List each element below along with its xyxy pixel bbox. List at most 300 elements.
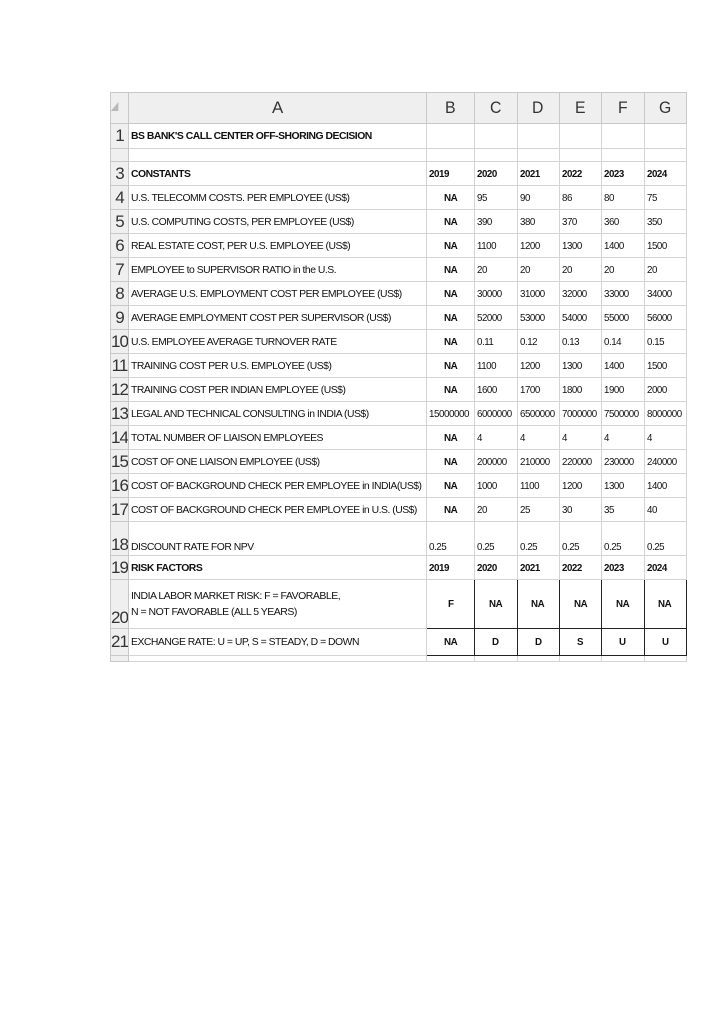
value-cell[interactable] [517, 522, 559, 556]
cell-text: E [575, 98, 586, 117]
year-header-cell[interactable] [644, 556, 686, 580]
value-cell[interactable] [475, 258, 517, 282]
sheet-row-13 [111, 402, 687, 426]
cell-text: 4 [477, 431, 483, 444]
value-cell[interactable] [475, 186, 517, 210]
row-header[interactable]: 9 [111, 306, 129, 330]
row-header[interactable]: 16 [111, 474, 129, 498]
sheet-row-17 [111, 498, 687, 522]
cell-text: 31000 [519, 287, 545, 300]
column-header-e[interactable] [559, 93, 601, 124]
empty-cell[interactable] [517, 124, 559, 149]
year-header-cell[interactable] [475, 162, 517, 186]
value-cell[interactable] [559, 282, 601, 306]
value-cell[interactable] [517, 234, 559, 258]
year-header-cell[interactable] [517, 556, 559, 580]
empty-cell[interactable] [559, 656, 601, 662]
empty-cell[interactable] [475, 124, 517, 149]
sheet-row-19 [111, 556, 687, 580]
sheet-row-3 [111, 162, 687, 186]
cell-text: A [272, 98, 284, 117]
row-header[interactable]: 12 [111, 378, 129, 402]
value-cell[interactable] [644, 186, 686, 210]
value-cell[interactable] [602, 186, 644, 210]
cell-text: NA [443, 383, 457, 396]
value-cell[interactable] [602, 306, 644, 330]
sheet-row-16 [111, 474, 687, 498]
row-header[interactable]: 11 [111, 354, 129, 378]
value-cell[interactable] [475, 450, 517, 474]
value-cell[interactable] [644, 474, 686, 498]
empty-cell[interactable] [644, 149, 686, 162]
empty-cell[interactable] [644, 124, 686, 149]
row-header[interactable]: 18 [111, 522, 129, 556]
value-cell[interactable] [602, 330, 644, 354]
value-cell[interactable] [559, 354, 601, 378]
value-cell[interactable] [602, 258, 644, 282]
column-header-g[interactable] [644, 93, 686, 124]
cell-text: COST OF BACKGROUND CHECK PER EMPLOYEE in U.S. (US$) [131, 503, 417, 516]
sheet-row-12 [111, 378, 687, 402]
select-all-corner[interactable] [111, 93, 129, 124]
empty-cell[interactable] [475, 656, 517, 662]
cell-text: 75 [646, 191, 657, 204]
value-cell[interactable] [427, 330, 475, 354]
cell-text: 20 [646, 263, 657, 276]
cell-text: 2019 [429, 561, 450, 574]
risk-value-cell[interactable] [517, 580, 559, 629]
cell-text: U.S. EMPLOYEE AVERAGE TURNOVER RATE [131, 335, 337, 348]
cell-text: DISCOUNT RATE FOR NPV [131, 541, 254, 553]
cell-text: 200000 [477, 455, 507, 468]
row-label-cell[interactable] [129, 354, 427, 378]
cell-text: 20 [561, 263, 572, 276]
row-header[interactable]: 14 [111, 426, 129, 450]
empty-cell[interactable] [427, 656, 475, 662]
cell-text: 2024 [646, 561, 667, 574]
row-header[interactable]: 3 [111, 162, 129, 186]
cell-text: 7500000 [604, 407, 640, 420]
cell-text: 20 [477, 503, 488, 516]
row-header[interactable]: 15 [111, 450, 129, 474]
cell-text: G [659, 98, 671, 117]
value-cell[interactable] [517, 426, 559, 450]
row-label-cell[interactable] [129, 186, 427, 210]
cell-text: NA [443, 287, 457, 300]
cell-text: 2019 [429, 167, 450, 180]
value-cell[interactable] [427, 522, 475, 556]
sheet-row-21 [111, 629, 687, 656]
row-label-cell[interactable] [129, 450, 427, 474]
value-cell[interactable] [644, 426, 686, 450]
cell-text: S [577, 636, 584, 648]
row-header[interactable]: 19 [111, 556, 129, 580]
cell-text: NA [443, 263, 457, 276]
value-cell[interactable] [602, 354, 644, 378]
row-label-line-1: INDIA LABOR MARKET RISK: F = FAVORABLE, [131, 590, 341, 602]
sheet-title-cell[interactable] [129, 124, 427, 149]
empty-cell[interactable] [517, 656, 559, 662]
cell-text: D [534, 636, 542, 648]
risk-value-cell[interactable] [602, 580, 644, 629]
value-cell[interactable] [517, 450, 559, 474]
value-cell[interactable] [559, 402, 601, 426]
empty-cell[interactable] [475, 149, 517, 162]
risk-value-cell[interactable] [427, 629, 475, 656]
value-cell[interactable] [427, 258, 475, 282]
year-header-cell[interactable] [602, 556, 644, 580]
value-cell[interactable] [602, 426, 644, 450]
sheet-row-1 [111, 124, 687, 149]
cell-text: 0.11 [477, 335, 494, 348]
value-cell[interactable] [559, 234, 601, 258]
value-cell[interactable] [475, 522, 517, 556]
cell-text: NA [443, 335, 457, 348]
value-cell[interactable] [602, 234, 644, 258]
value-cell[interactable] [644, 234, 686, 258]
value-cell[interactable] [517, 186, 559, 210]
risk-factors-header-cell[interactable] [129, 556, 427, 580]
row-header[interactable]: 7 [111, 258, 129, 282]
row-label-cell[interactable] [129, 522, 427, 556]
row-label-cell[interactable] [129, 234, 427, 258]
value-cell[interactable] [644, 210, 686, 234]
row-label-cell[interactable] [129, 330, 427, 354]
column-header-f[interactable] [602, 93, 644, 124]
value-cell[interactable] [559, 450, 601, 474]
cell-text: U.S. COMPUTING COSTS, PER EMPLOYEE (US$) [131, 215, 354, 228]
cell-text: LEGAL AND TECHNICAL CONSULTING in INDIA (US$) [131, 407, 369, 420]
value-cell[interactable] [559, 378, 601, 402]
row-header[interactable]: 4 [111, 186, 129, 210]
value-cell[interactable] [559, 306, 601, 330]
cell-text: NA [443, 215, 457, 228]
cell-text: 350 [646, 215, 662, 228]
cell-text: 1300 [561, 359, 582, 372]
cell-text: B [445, 98, 456, 117]
cell-text: NA [615, 598, 630, 610]
value-cell[interactable] [475, 354, 517, 378]
value-cell[interactable] [427, 234, 475, 258]
risk-value-cell[interactable] [644, 629, 686, 656]
sheet-row-6 [111, 234, 687, 258]
column-header-c[interactable] [475, 93, 517, 124]
row-header[interactable]: 13 [111, 402, 129, 426]
row-label-cell[interactable] [129, 306, 427, 330]
value-cell[interactable] [559, 186, 601, 210]
cell-text: 220000 [561, 455, 592, 468]
empty-cell[interactable] [559, 124, 601, 149]
cell-text: 4 [604, 431, 610, 444]
sheet-row-15 [111, 450, 687, 474]
cell-text: NA [443, 191, 457, 204]
year-header-cell[interactable] [427, 556, 475, 580]
value-cell[interactable] [427, 426, 475, 450]
row-header[interactable]: 20 [111, 580, 129, 629]
cell-text: 1700 [519, 383, 540, 396]
cell-text: 390 [477, 215, 493, 228]
row-label-cell[interactable] [129, 210, 427, 234]
select-all-triangle-icon [111, 102, 118, 111]
cell-text: C [489, 98, 501, 117]
risk-value-cell[interactable] [427, 580, 475, 629]
cell-text: 56000 [646, 311, 672, 324]
cell-text: 2020 [477, 561, 497, 574]
column-header-d[interactable] [517, 93, 559, 124]
value-cell[interactable] [602, 282, 644, 306]
row-header-cut[interactable] [111, 656, 129, 662]
cell-text: 34000 [646, 287, 672, 300]
value-cell[interactable] [517, 402, 559, 426]
row-label-cell[interactable] [129, 580, 427, 629]
value-cell[interactable] [427, 282, 475, 306]
value-cell[interactable] [559, 330, 601, 354]
value-cell[interactable] [559, 474, 601, 498]
empty-cell[interactable] [602, 149, 644, 162]
value-cell[interactable] [644, 354, 686, 378]
cell-text: 6500000 [519, 407, 555, 420]
value-cell[interactable] [517, 498, 559, 522]
value-cell[interactable] [517, 282, 559, 306]
row-header[interactable]: 5 [111, 210, 129, 234]
risk-value-cell[interactable] [559, 580, 601, 629]
cell-text: NA [573, 598, 587, 610]
cell-text: 7000000 [561, 407, 597, 420]
value-cell[interactable] [602, 378, 644, 402]
value-cell[interactable] [644, 450, 686, 474]
empty-cell[interactable] [129, 149, 427, 162]
value-cell[interactable] [475, 306, 517, 330]
sheet-row-4 [111, 186, 687, 210]
cell-text: 1100 [477, 239, 497, 252]
year-header-cell[interactable] [602, 162, 644, 186]
cell-text: NA [443, 431, 457, 444]
cell-text: 2022 [561, 561, 582, 574]
cell-text: NA [443, 359, 457, 372]
value-cell[interactable] [517, 354, 559, 378]
risk-value-cell[interactable] [475, 580, 517, 629]
value-cell[interactable] [517, 330, 559, 354]
cell-text: EMPLOYEE to SUPERVISOR RATIO in the U.S. [131, 263, 337, 276]
cell-text: COST OF ONE LIAISON EMPLOYEE (US$) [131, 455, 320, 468]
cell-text: 1200 [561, 479, 582, 492]
value-cell[interactable] [517, 306, 559, 330]
year-header-cell[interactable] [517, 162, 559, 186]
cell-text: TRAINING COST PER U.S. EMPLOYEE (US$) [131, 359, 332, 372]
cell-text: 40 [646, 503, 657, 516]
value-cell[interactable] [559, 498, 601, 522]
risk-value-cell[interactable] [644, 580, 686, 629]
value-cell[interactable] [427, 474, 475, 498]
value-cell[interactable] [427, 402, 475, 426]
value-cell[interactable] [475, 378, 517, 402]
value-cell[interactable] [427, 378, 475, 402]
value-cell[interactable] [602, 522, 644, 556]
row-label-cell[interactable] [129, 474, 427, 498]
value-cell[interactable] [427, 354, 475, 378]
value-cell[interactable] [517, 210, 559, 234]
cell-text: 1200 [519, 359, 540, 372]
value-cell[interactable] [644, 498, 686, 522]
value-cell[interactable] [602, 498, 644, 522]
value-cell[interactable] [475, 474, 517, 498]
cell-text: 1000 [477, 479, 497, 492]
cell-text: 0.25 [646, 541, 664, 553]
value-cell[interactable] [644, 522, 686, 556]
row-label-cell[interactable] [129, 629, 427, 656]
value-cell[interactable] [427, 306, 475, 330]
cell-text: 1400 [604, 239, 625, 252]
cell-text: 360 [604, 215, 620, 228]
value-cell[interactable] [475, 426, 517, 450]
cell-text: 2022 [561, 167, 582, 180]
cell-text: 15000000 [429, 407, 470, 420]
cell-text: 54000 [561, 311, 587, 324]
column-header-row [111, 93, 687, 124]
cell-text: 2023 [604, 561, 625, 574]
cell-text: 1800 [561, 383, 582, 396]
cell-text: 0.15 [646, 335, 664, 348]
risk-value-cell[interactable] [559, 629, 601, 656]
row-header[interactable]: 1 [111, 124, 129, 149]
value-cell[interactable] [559, 258, 601, 282]
empty-cell[interactable] [427, 149, 475, 162]
cell-text: 1100 [477, 359, 497, 372]
cell-text: 1400 [646, 479, 667, 492]
value-cell[interactable] [602, 474, 644, 498]
year-header-cell[interactable] [559, 162, 601, 186]
value-cell[interactable] [644, 378, 686, 402]
risk-value-cell[interactable] [602, 629, 644, 656]
cell-text: NA [443, 239, 457, 252]
row-header[interactable]: 17 [111, 498, 129, 522]
cell-text: REAL ESTATE COST, PER U.S. EMPLOYEE (US$) [131, 239, 351, 252]
cell-text: 4 [561, 431, 567, 444]
cell-text: 20 [604, 263, 615, 276]
value-cell[interactable] [475, 330, 517, 354]
value-cell[interactable] [475, 282, 517, 306]
cell-text: 1400 [604, 359, 625, 372]
row-label-cell[interactable] [129, 378, 427, 402]
value-cell[interactable] [517, 474, 559, 498]
cell-text: 2021 [519, 167, 540, 180]
cell-text: 1300 [561, 239, 582, 252]
year-header-cell[interactable] [427, 162, 475, 186]
cell-text: 35 [604, 503, 615, 516]
cell-text: EXCHANGE RATE: U = UP, S = STEADY, D = DOWN [131, 636, 359, 648]
cell-text: NA [443, 479, 457, 492]
empty-cell[interactable] [602, 124, 644, 149]
cell-text: 0.25 [429, 541, 447, 553]
value-cell[interactable] [475, 402, 517, 426]
value-cell[interactable] [517, 378, 559, 402]
risk-value-cell[interactable] [517, 629, 559, 656]
cell-text: 6000000 [477, 407, 512, 420]
cell-text: BS BANK'S CALL CENTER OFF-SHORING DECISION [131, 130, 372, 142]
cell-text: 90 [519, 191, 530, 204]
row-label-cell[interactable] [129, 402, 427, 426]
cell-text: 1100 [519, 479, 539, 492]
empty-cell[interactable] [602, 656, 644, 662]
empty-cell[interactable] [427, 124, 475, 149]
cell-text: F [618, 98, 628, 117]
cell-text: 86 [561, 191, 572, 204]
value-cell[interactable] [559, 426, 601, 450]
empty-cell[interactable] [129, 656, 427, 662]
sheet-row-14 [111, 426, 687, 450]
column-header-b[interactable] [427, 93, 475, 124]
value-cell[interactable] [427, 450, 475, 474]
row-header-collapsed[interactable] [111, 149, 129, 162]
cell-text: NA [531, 598, 545, 610]
row-label-cell[interactable] [129, 426, 427, 450]
year-header-cell[interactable] [644, 162, 686, 186]
cell-text: 53000 [519, 311, 545, 324]
risk-value-cell[interactable] [475, 629, 517, 656]
cell-text: 370 [561, 215, 577, 228]
year-header-cell[interactable] [559, 556, 601, 580]
value-cell[interactable] [427, 186, 475, 210]
row-header[interactable]: 21 [111, 629, 129, 656]
cell-text: 4 [646, 431, 652, 444]
empty-cell[interactable] [559, 149, 601, 162]
column-header-a[interactable] [129, 93, 427, 124]
cell-text: U [619, 636, 627, 648]
row-label-cell[interactable] [129, 498, 427, 522]
value-cell[interactable] [559, 210, 601, 234]
row-header[interactable]: 10 [111, 330, 129, 354]
value-cell[interactable] [644, 282, 686, 306]
cell-text: 380 [519, 215, 535, 228]
value-cell[interactable] [602, 210, 644, 234]
row-label-cell[interactable] [129, 282, 427, 306]
row-header[interactable]: 6 [111, 234, 129, 258]
row-header[interactable]: 8 [111, 282, 129, 306]
cell-text: 1600 [477, 383, 497, 396]
value-cell[interactable] [517, 258, 559, 282]
value-cell[interactable] [602, 402, 644, 426]
value-cell[interactable] [559, 522, 601, 556]
row-label-cell[interactable] [129, 258, 427, 282]
cell-text: 2020 [477, 167, 497, 180]
value-cell[interactable] [644, 306, 686, 330]
empty-cell[interactable] [644, 656, 686, 662]
sheet-row-18 [111, 522, 687, 556]
value-cell[interactable] [475, 234, 517, 258]
value-cell[interactable] [475, 498, 517, 522]
sheet-row-22 [111, 656, 687, 662]
cell-text: 1500 [646, 359, 667, 372]
cell-text: 0.25 [604, 541, 622, 553]
value-cell[interactable] [644, 258, 686, 282]
cell-text: D [492, 636, 499, 648]
empty-cell[interactable] [517, 149, 559, 162]
value-cell[interactable] [427, 210, 475, 234]
cell-text: 0.12 [519, 335, 537, 348]
value-cell[interactable] [602, 450, 644, 474]
year-header-cell[interactable] [475, 556, 517, 580]
cell-text: 8000000 [646, 407, 682, 420]
cell-text: 1200 [519, 239, 540, 252]
value-cell[interactable] [427, 498, 475, 522]
constants-header-cell[interactable] [129, 162, 427, 186]
cell-text: 0.13 [561, 335, 580, 348]
value-cell[interactable] [644, 330, 686, 354]
value-cell[interactable] [644, 402, 686, 426]
cell-text: 55000 [604, 311, 630, 324]
sheet-row-7 [111, 258, 687, 282]
value-cell[interactable] [475, 210, 517, 234]
